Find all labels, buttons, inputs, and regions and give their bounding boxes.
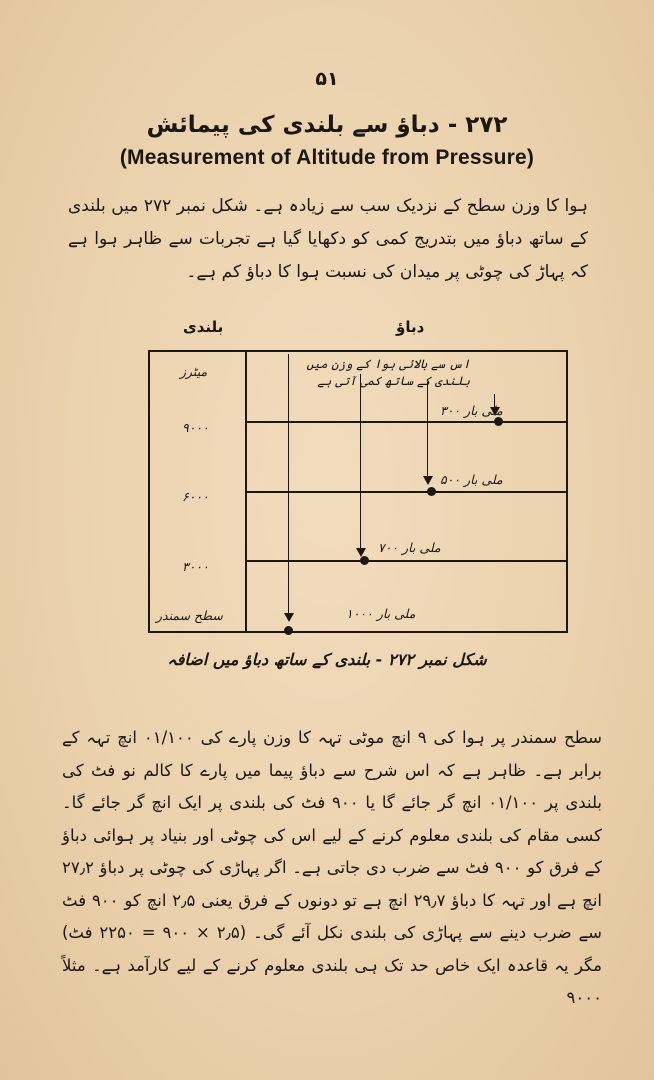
units-label: میٹرز <box>180 364 208 379</box>
arrow-line <box>427 382 428 478</box>
figure-caption: شکل نمبر ۲۷۲ - بلندی کے ساتھ دباؤ میں اضافہ <box>167 650 487 669</box>
body-paragraph: سطح سمندر پر ہوا کی ۹ انچ موٹی تہہ کا وزن پارے کی ۰۱/۱۰۰ انچ تہہ کے برابر ہے۔ ظاہر ہے کہ اس شرح سے دباؤ پیما میں پارے کا کالم نو فٹ کی بلندی پر ۰۱/۱۰۰ انچ گر جائے گا یا ۹۰۰ فٹ کی بلندی پر ایک انچ گر جائے گا۔ کسی مقام کی بلندی معلوم کرنے کے لیے اس کی چوٹی اور بنیاد پر ہوائی دباؤ کے فرق کو ۹۰۰ فٹ سے ضرب دی جاتی ہے۔ اگر پہاڑی کی چوٹی پر دباؤ ۲۷٫۲ انچ ہے اور تہہ کا دباؤ ۲۹٫۷ انچ ہے تو دونوں کے فرق یعنی ۲٫۵ انچ کو ۹۰۰ فٹ سے ضرب دینے سے پہاڑی کی بلندی نکل آئے گی۔ (۲٫۵ × ۹۰۰ = ۲۲۵۰ فٹ) مگر یہ قاعدہ ایک خاص حد تک ہی بلندی معلوم کرنے کے لیے کارآمد ہے۔ مثلاً ۹۰۰۰ <box>62 728 603 1007</box>
arrow-line <box>288 354 289 615</box>
grid-line <box>245 491 566 493</box>
arrow-head <box>284 613 294 622</box>
pressure-label: ۵۰۰ ملی بار <box>440 472 503 487</box>
data-point <box>494 417 503 426</box>
intro-paragraph: ہوا کا وزن سطح کے نزدیک سب سے زیادہ ہے۔ شکل نمبر ۲۷۲ میں بلندی کے ساتھ دباؤ میں بتدریج کمی کو دکھایا گیا ہے تجربات سے ظاہر ہوا ہے کہ پہاڑ کی چوٹی پر میدان کی نسبت ہوا کا دباؤ کم ہے۔ <box>68 196 588 282</box>
pressure-column-header: دباؤ <box>396 318 425 336</box>
section-heading-english: (Measurement of Altitude from Pressure) <box>119 146 535 169</box>
figure-note: اس سے بالائی ہوا کے وزن میں بلندی کے ساتھ کمی آتی ہے <box>306 357 470 388</box>
section-heading-urdu: ۲۷۲ - دباؤ سے بلندی کی پیمائش <box>146 112 508 138</box>
pressure-label: ۷۰۰ ملی بار <box>378 540 441 555</box>
arrow-head <box>423 476 433 485</box>
altitude-pressure-figure <box>148 350 568 633</box>
grid-line <box>245 560 566 562</box>
pressure-label: ۱۰۰۰ ملی بار <box>346 606 416 621</box>
altitude-label: ۳۰۰۰ <box>182 559 209 574</box>
altitude-label: ۹۰۰۰ <box>182 420 209 435</box>
data-point <box>427 487 436 496</box>
data-point <box>360 556 369 565</box>
page-number: ۵۱ <box>315 68 339 90</box>
data-point <box>284 626 293 635</box>
altitude-label: ۶۰۰۰ <box>182 489 209 504</box>
arrow-line <box>360 374 361 550</box>
grid-line <box>245 421 566 423</box>
altitude-column-header: بلندی <box>183 318 224 336</box>
altitude-label: سطح سمندر <box>156 608 223 623</box>
pressure-label: ۳۰۰ ملی بار <box>440 403 503 418</box>
